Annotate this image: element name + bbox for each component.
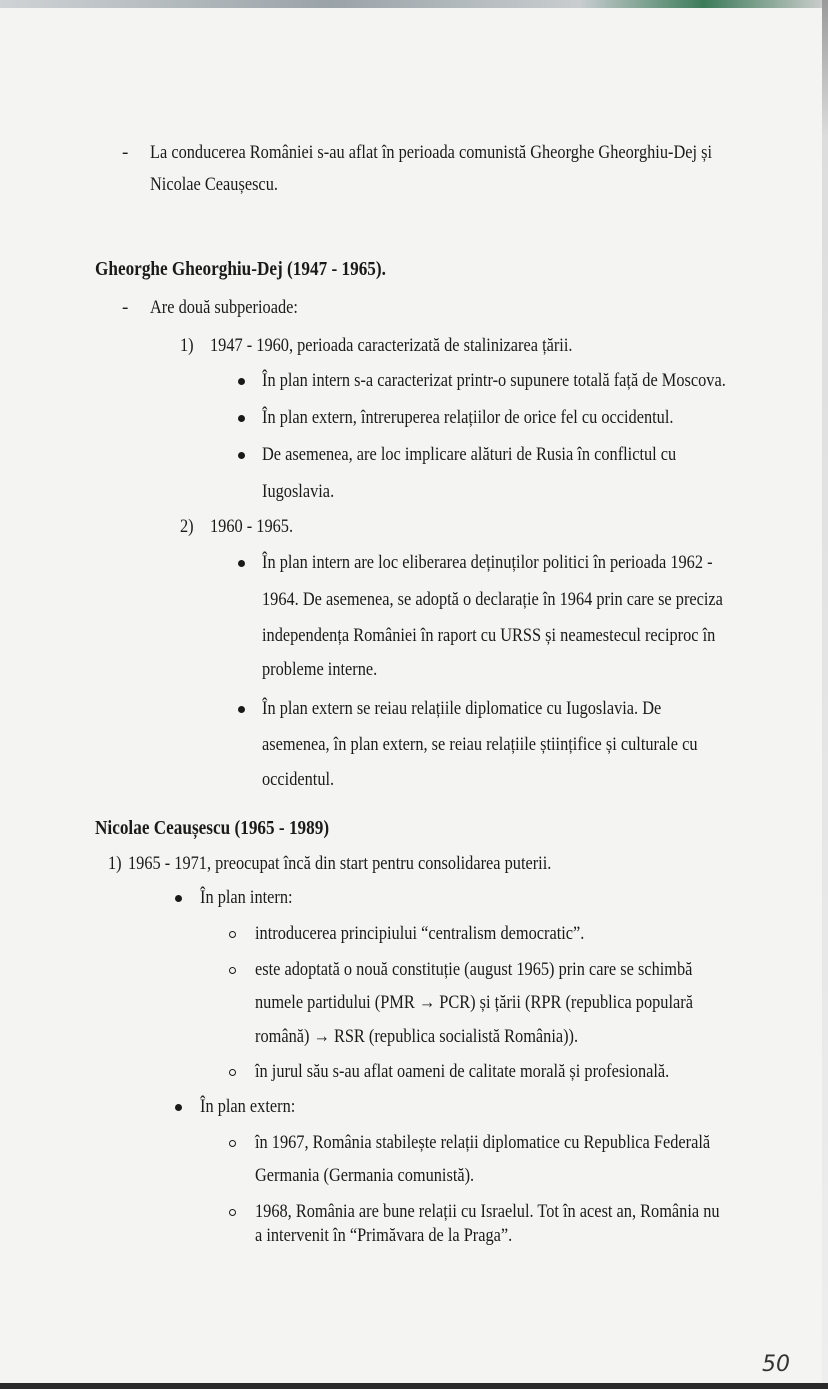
circle-bullet-icon bbox=[229, 1209, 236, 1216]
bullet-icon bbox=[238, 452, 245, 459]
list-number: 1) bbox=[180, 335, 194, 356]
circle-bullet-icon bbox=[229, 1140, 236, 1147]
dash-marker: - bbox=[122, 297, 129, 318]
bullet-text: În plan extern se reiau relațiile diplomatice cu Iugoslavia. De bbox=[262, 698, 662, 719]
circle-bullet-icon bbox=[229, 1069, 236, 1076]
page-number: 50 bbox=[762, 1352, 790, 1377]
bullet-text: În plan extern, întreruperea relațiilor de orice fel cu occidentul. bbox=[262, 407, 674, 428]
dash-marker: - bbox=[122, 142, 129, 163]
sub-bullet-text: numele partidului (PMR → PCR) și țării (RPR (republica populară bbox=[255, 992, 693, 1013]
bullet-text: În plan intern s-a caracterizat printr-o supunere totală față de Moscova. bbox=[262, 370, 726, 391]
bullet-text: În plan intern: bbox=[200, 887, 293, 908]
list-number: 1) bbox=[108, 853, 122, 874]
bullet-text: asemenea, în plan extern, se reiau relațiile științifice și culturale cu bbox=[262, 734, 698, 755]
intro-line: La conducerea României s-au aflat în perioada comunistă Gheorghe Gheorghiu-Dej și bbox=[150, 142, 713, 163]
bullet-text: De asemenea, are loc implicare alături de Rusia în conflictul cu bbox=[262, 444, 677, 465]
bullet-text: occidentul. bbox=[262, 769, 335, 790]
section-heading-ceausescu: Nicolae Ceaușescu (1965 - 1989) bbox=[95, 817, 330, 839]
bullet-text: independența României în raport cu URSS și neamestecul reciproc în bbox=[262, 625, 716, 646]
subperiods-label: Are două subperioade: bbox=[150, 297, 298, 318]
subperiod-title: 1947 - 1960, perioada caracterizată de stalinizarea țării. bbox=[210, 335, 573, 356]
circle-bullet-icon bbox=[229, 967, 236, 974]
bullet-icon bbox=[238, 706, 245, 713]
intro-line: Nicolae Ceaușescu. bbox=[150, 174, 278, 195]
scan-edge-right bbox=[822, 0, 828, 1389]
sub-bullet-text: este adoptată o nouă constituție (august 1965) prin care se schimbă bbox=[255, 959, 693, 980]
sub-bullet-text: introducerea principiului “centralism democratic”. bbox=[255, 923, 585, 944]
bullet-icon bbox=[238, 415, 245, 422]
bullet-text: În plan extern: bbox=[200, 1096, 296, 1117]
bullet-icon bbox=[238, 378, 245, 385]
bullet-icon bbox=[238, 560, 245, 567]
circle-bullet-icon bbox=[229, 931, 236, 938]
bullet-icon bbox=[175, 895, 182, 902]
bullet-text: În plan intern are loc eliberarea deținuților politici în perioada 1962 - bbox=[262, 552, 713, 573]
scan-edge-bottom bbox=[0, 1383, 828, 1389]
sub-bullet-text: în 1967, România stabilește relații diplomatice cu Republica Federală bbox=[255, 1132, 711, 1153]
sub-bullet-text: română) → RSR (republica socialistă România)). bbox=[255, 1026, 579, 1047]
bullet-text: Iugoslavia. bbox=[262, 481, 335, 502]
sub-bullet-text: a intervenit în “Primăvara de la Praga”. bbox=[255, 1225, 513, 1246]
subperiod-title: 1960 - 1965. bbox=[210, 516, 294, 537]
list-number: 2) bbox=[180, 516, 194, 537]
subperiod-title: 1965 - 1971, preocupat încă din start pentru consolidarea puterii. bbox=[128, 853, 552, 874]
bullet-icon bbox=[175, 1104, 182, 1111]
section-heading-dej: Gheorghe Gheorghiu-Dej (1947 - 1965). bbox=[95, 258, 386, 280]
sub-bullet-text: 1968, România are bune relații cu Israelul. Tot în acest an, România nu bbox=[255, 1201, 720, 1222]
scan-edge-top bbox=[0, 0, 828, 8]
bullet-text: 1964. De asemenea, se adoptă o declarație în 1964 prin care se preciza bbox=[262, 589, 723, 610]
sub-bullet-text: Germania (Germania comunistă). bbox=[255, 1165, 475, 1186]
bullet-text: probleme interne. bbox=[262, 659, 378, 680]
sub-bullet-text: în jurul său s-au aflat oameni de calitate morală și profesională. bbox=[255, 1061, 670, 1082]
